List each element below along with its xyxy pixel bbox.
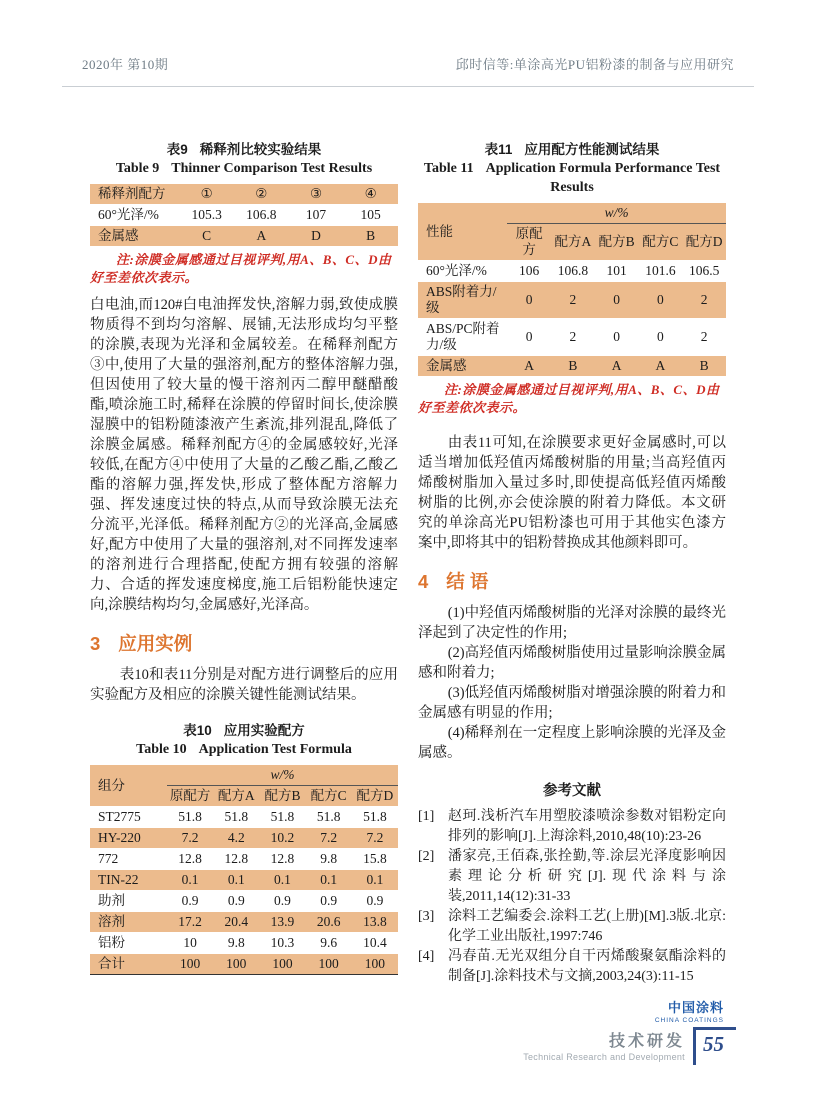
section-heading-4 xyxy=(418,568,726,594)
table9-caption xyxy=(90,140,398,178)
cell: C xyxy=(179,226,234,247)
table11-caption-en-label: Table 11 xyxy=(423,161,474,176)
table10-caption xyxy=(90,721,398,759)
table-row xyxy=(418,203,726,224)
table-row xyxy=(418,282,726,319)
cell: ABS/PC附着力/级 xyxy=(418,319,507,356)
reference-item xyxy=(418,807,726,847)
cell: 106.8 xyxy=(551,261,595,282)
header-cell: ① xyxy=(179,184,234,205)
table11-caption-en-title: Application Formula Performance Test Results xyxy=(485,161,721,195)
cell: 100 xyxy=(213,954,259,975)
cell: 0 xyxy=(595,282,639,319)
cell: 12.8 xyxy=(259,849,305,870)
cell: 15.8 xyxy=(352,849,398,870)
table-row xyxy=(90,933,398,954)
table9-caption-en-title: Thinner Comparison Test Results xyxy=(171,161,373,176)
page-header xyxy=(82,54,734,73)
cell: 0.9 xyxy=(306,891,352,912)
cell: 2 xyxy=(551,319,595,356)
cell: B xyxy=(682,356,726,377)
cell: 51.8 xyxy=(352,807,398,828)
table-row xyxy=(90,912,398,933)
cell: 100 xyxy=(306,954,352,975)
table-row xyxy=(90,870,398,891)
cell: 12.8 xyxy=(213,849,259,870)
two-column-layout xyxy=(90,140,726,1024)
cell: 合计 xyxy=(90,954,167,975)
table-row xyxy=(90,891,398,912)
cell: TIN-22 xyxy=(90,870,167,891)
table-row xyxy=(418,356,726,377)
header-issue: 2020年 第10期 xyxy=(82,57,169,72)
conclusion-item: (3)低羟值丙烯酸树脂对增强涂膜的附着力和金属感有明显的作用; xyxy=(418,685,726,721)
reference-text: 潘家亮,王佰森,张拴勤,等.涂层光泽度影响因素理论分析研究[J].现代涂料与涂装,2011,14(12):31-33 xyxy=(448,849,726,904)
footer-section-cn: 技术研发 xyxy=(608,1033,685,1050)
reference-number: [2] xyxy=(418,849,435,864)
section-heading-3 xyxy=(90,630,398,656)
cell: 9.8 xyxy=(213,933,259,954)
header-cell: w/% xyxy=(507,203,726,224)
cell: B xyxy=(343,226,398,247)
cell: 0.1 xyxy=(259,870,305,891)
body-paragraph: 表10和表11分别是对配方进行调整后的应用实验配方及相应的涂膜关键性能测试结果。 xyxy=(90,667,398,703)
header-cell: 配方D xyxy=(682,224,726,261)
cell: 101.6 xyxy=(639,261,683,282)
table10-caption-en-label: Table 10 xyxy=(136,742,187,757)
cell: 60°光泽/% xyxy=(418,261,507,282)
cell: 0.9 xyxy=(259,891,305,912)
table-row xyxy=(90,954,398,975)
cell: 金属感 xyxy=(90,226,179,247)
section-title: 应用实例 xyxy=(118,633,193,654)
header-cell: ③ xyxy=(289,184,344,205)
table-9 xyxy=(90,183,398,246)
cell: 101 xyxy=(595,261,639,282)
logo-cn-text: 中国涂料 xyxy=(667,1000,724,1015)
table10-caption-en-title: Application Test Formula xyxy=(198,742,352,757)
header-cell: 配方C xyxy=(306,786,352,807)
table11-caption-cn-label: 表11 xyxy=(484,142,513,157)
cell: 10.3 xyxy=(259,933,305,954)
table10-caption-cn-label: 表10 xyxy=(183,723,212,738)
header-cell: 配方D xyxy=(352,786,398,807)
right-column xyxy=(418,140,726,1024)
cell: 51.8 xyxy=(213,807,259,828)
table-row xyxy=(418,261,726,282)
table-row xyxy=(418,319,726,356)
section-title: 结 语 xyxy=(446,571,489,592)
header-cell: 组分 xyxy=(90,765,167,807)
table-row xyxy=(90,849,398,870)
china-coatings-logo xyxy=(418,997,726,1024)
table10-caption-cn-title: 应用实验配方 xyxy=(223,723,305,738)
cell: 7.2 xyxy=(167,828,213,849)
footer-section-en: Technical Research and Development xyxy=(523,1052,685,1062)
conclusion-item: (4)稀释剂在一定程度上影响涂膜的光泽及金属感。 xyxy=(418,725,726,761)
table11-caption xyxy=(418,140,726,197)
section-number: 3 xyxy=(90,633,101,654)
header-cell: 配方B xyxy=(595,224,639,261)
cell: 51.8 xyxy=(306,807,352,828)
header-cell: w/% xyxy=(167,765,398,786)
cell: 10.2 xyxy=(259,828,305,849)
cell: 0 xyxy=(639,319,683,356)
cell: 106.5 xyxy=(682,261,726,282)
body-paragraph: 由表11可知,在涂膜要求更好金属感时,可以适当增加低羟值丙烯酸树脂的用量;当高羟值丙烯酸树脂加入量过多时,即使提高低羟值丙烯酸树脂的比例,亦会使涂膜的附着力降低。本文研究的单涂高光PU铝粉漆也可用于其他实色漆方案中,即将其中的铝粉替换成其他颜料即可。 xyxy=(418,435,726,551)
cell: 10 xyxy=(167,933,213,954)
cell: 106 xyxy=(507,261,551,282)
header-running-title: 邱时信等:单涂高光PU铝粉漆的制备与应用研究 xyxy=(455,57,734,72)
cell: 0.1 xyxy=(306,870,352,891)
cell: 7.2 xyxy=(352,828,398,849)
cell: A xyxy=(234,226,289,247)
cell: 105.3 xyxy=(179,205,234,226)
table-row xyxy=(90,765,398,786)
cell: 0 xyxy=(507,319,551,356)
table9-caption-cn-title: 稀释剂比较实验结果 xyxy=(199,142,322,157)
header-cell: 配方A xyxy=(551,224,595,261)
header-cell: 配方B xyxy=(259,786,305,807)
table9-caption-en-label: Table 9 xyxy=(115,161,160,176)
table11-note: 注:涂膜金属感通过目视评判,用A、B、C、D由好至差依次表示。 xyxy=(418,382,720,415)
logo-en-text: CHINA COATINGS xyxy=(654,1017,724,1024)
cell: 2 xyxy=(682,282,726,319)
table-10 xyxy=(90,764,398,975)
table9-caption-cn-label: 表9 xyxy=(166,142,188,157)
cell: 107 xyxy=(289,205,344,226)
cell: HY-220 xyxy=(90,828,167,849)
cell: 0.9 xyxy=(213,891,259,912)
reference-number: [4] xyxy=(418,949,435,964)
cell: 51.8 xyxy=(167,807,213,828)
page-footer xyxy=(523,1027,736,1065)
header-rule xyxy=(62,86,754,87)
cell: 0.1 xyxy=(213,870,259,891)
table-row xyxy=(90,828,398,849)
header-cell: 原配方 xyxy=(507,224,551,261)
cell: 10.4 xyxy=(352,933,398,954)
cell: 100 xyxy=(352,954,398,975)
cell: 0 xyxy=(639,282,683,319)
cell: 12.8 xyxy=(167,849,213,870)
cell: 0.1 xyxy=(352,870,398,891)
cell: 2 xyxy=(682,319,726,356)
header-cell: 稀释剂配方 xyxy=(90,184,179,205)
table-row xyxy=(90,807,398,828)
cell: 金属感 xyxy=(418,356,507,377)
reference-item xyxy=(418,947,726,987)
cell: 772 xyxy=(90,849,167,870)
cell: 0 xyxy=(595,319,639,356)
reference-number: [1] xyxy=(418,809,435,824)
left-column xyxy=(90,140,398,1024)
cell: 0 xyxy=(507,282,551,319)
cell: 9.6 xyxy=(306,933,352,954)
conclusion-item: (2)高羟值丙烯酸树脂使用过量影响涂膜金属感和附着力; xyxy=(418,645,726,681)
cell: 0.9 xyxy=(167,891,213,912)
reference-item xyxy=(418,847,726,907)
table11-caption-cn-title: 应用配方性能测试结果 xyxy=(524,142,660,157)
table-11 xyxy=(418,202,726,376)
header-cell: 配方C xyxy=(639,224,683,261)
cell: ST2775 xyxy=(90,807,167,828)
cell: 0.9 xyxy=(352,891,398,912)
reference-item xyxy=(418,907,726,947)
cell: 60°光泽/% xyxy=(90,205,179,226)
cell: B xyxy=(551,356,595,377)
header-cell: 原配方 xyxy=(167,786,213,807)
reference-text: 赵珂.浅析汽车用塑胶漆喷涂参数对铝粉定向排列的影响[J].上海涂料,2010,48(10):23-26 xyxy=(448,809,726,844)
page-number: 55 xyxy=(693,1027,736,1065)
table-row xyxy=(90,205,398,226)
cell: A xyxy=(639,356,683,377)
cell: 100 xyxy=(259,954,305,975)
cell: D xyxy=(289,226,344,247)
cell: 溶剂 xyxy=(90,912,167,933)
cell: 20.4 xyxy=(213,912,259,933)
reference-text: 涂料工艺编委会.涂料工艺(上册)[M].3版.北京:化学工业出版社,1997:746 xyxy=(448,909,726,944)
conclusion-item: (1)中羟值丙烯酸树脂的光泽对涂膜的最终光泽起到了决定性的作用; xyxy=(418,605,726,641)
table9-note: 注:涂膜金属感通过目视评判,用A、B、C、D由好至差依次表示。 xyxy=(90,252,392,285)
cell: A xyxy=(595,356,639,377)
cell: 4.2 xyxy=(213,828,259,849)
cell: 7.2 xyxy=(306,828,352,849)
header-cell: 配方A xyxy=(213,786,259,807)
cell: ABS附着力/级 xyxy=(418,282,507,319)
body-paragraph: 白电油,而120#白电油挥发快,溶解力弱,致使成膜物质得不到均匀溶解、展铺,无法形成均匀平整的涂膜,表现为光泽和金属较差。在稀释剂配方③中,使用了大量的强溶剂,配方的整体溶解力强,但因使用了较大量的慢干溶剂丙二醇甲醚醋酸酯,喷涂施工时,稀释在涂膜的停留时间长,使涂膜湿膜中的铝粉随漆液产生紊流,排列混乱,降低了涂膜金属感。稀释剂配方④的金属感较好,光泽较低,在配方④中使用了大量的乙酸乙酯,乙酸乙酯的溶解力强,挥发快,形成了整体配方溶解力强、挥发速度过快的特点,从而导致涂膜无法充分流平,光泽低。稀释剂配方②的光泽高,金属感好,配方中使用了大量的强溶剂,对不同挥发速率的溶剂进行合理搭配,使配方拥有较强的溶解力、合适的挥发速度梯度,施工后铝粉能快速定向,涂膜结构均匀,金属感好,光泽高。 xyxy=(90,297,398,613)
table-row xyxy=(90,184,398,205)
cell: 13.9 xyxy=(259,912,305,933)
header-cell: ④ xyxy=(343,184,398,205)
header-cell: ② xyxy=(234,184,289,205)
cell: A xyxy=(507,356,551,377)
references-heading: 参考文献 xyxy=(543,783,601,799)
header-cell: 性能 xyxy=(418,203,507,261)
cell: 20.6 xyxy=(306,912,352,933)
cell: 0.1 xyxy=(167,870,213,891)
cell: 17.2 xyxy=(167,912,213,933)
cell: 51.8 xyxy=(259,807,305,828)
cell: 106.8 xyxy=(234,205,289,226)
cell: 9.8 xyxy=(306,849,352,870)
table-row xyxy=(90,226,398,247)
reference-text: 冯春苗.无光双组分自干丙烯酸聚氨酯涂料的制备[J].涂料技术与文摘,2003,24(3):11-15 xyxy=(448,949,726,984)
cell: 100 xyxy=(167,954,213,975)
cell: 105 xyxy=(343,205,398,226)
cell: 2 xyxy=(551,282,595,319)
cell: 13.8 xyxy=(352,912,398,933)
reference-number: [3] xyxy=(418,909,435,924)
cell: 铝粉 xyxy=(90,933,167,954)
section-number: 4 xyxy=(418,571,429,592)
cell: 助剂 xyxy=(90,891,167,912)
